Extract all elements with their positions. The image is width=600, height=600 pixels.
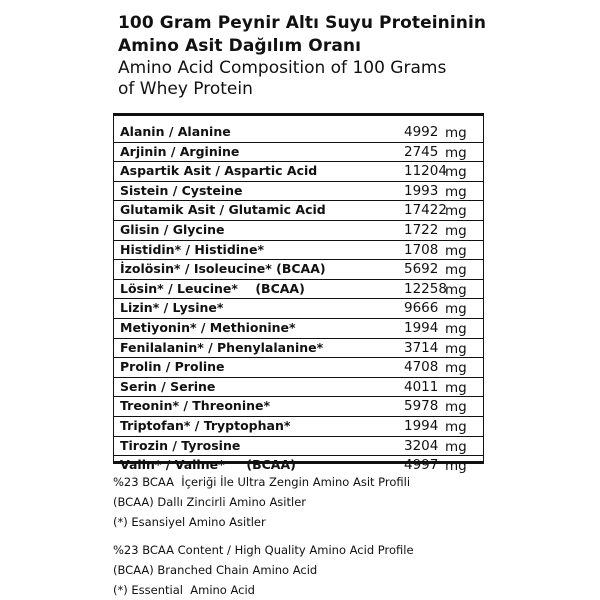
amino-acid-unit: mg bbox=[445, 281, 467, 298]
amino-acid-value: 4708 bbox=[404, 359, 439, 376]
amino-acid-name: Arjinin / Arginine bbox=[120, 143, 240, 159]
amino-acid-value: 12258 bbox=[404, 280, 447, 297]
title-turkish-line-1: 100 Gram Peynir Altı Suyu Proteininin bbox=[118, 13, 487, 33]
amino-acid-unit: mg bbox=[445, 183, 467, 200]
amino-acid-name: Aspartik Asit / Aspartic Acid bbox=[120, 163, 318, 179]
table-row bbox=[114, 358, 483, 378]
amino-acid-name: Triptofan* / Tryptophan* bbox=[120, 417, 291, 433]
table-row bbox=[114, 280, 483, 300]
amino-acid-unit: mg bbox=[445, 203, 467, 220]
table-row bbox=[114, 319, 483, 339]
amino-acid-table bbox=[113, 113, 484, 475]
table-row bbox=[114, 339, 483, 359]
note-english-bcaa-definition: (BCAA) Branched Chain Amino Acid bbox=[113, 563, 318, 577]
amino-acid-unit: mg bbox=[445, 222, 467, 239]
amino-acid-name: İzolösin* / Isoleucine* (BCAA) bbox=[120, 261, 326, 277]
amino-acid-value: 1708 bbox=[404, 241, 439, 258]
amino-acid-unit: mg bbox=[445, 379, 467, 396]
amino-acid-name: Tirozin / Tyrosine bbox=[120, 437, 241, 453]
table-row bbox=[114, 397, 483, 417]
amino-acid-name: Histidin* / Histidine* bbox=[120, 241, 264, 257]
table-row bbox=[114, 260, 483, 280]
amino-acid-value: 17422 bbox=[404, 202, 447, 219]
amino-acid-value: 1722 bbox=[404, 221, 439, 238]
amino-acid-unit: mg bbox=[445, 399, 467, 416]
amino-acid-name: Prolin / Proline bbox=[120, 359, 225, 375]
table-row bbox=[114, 182, 483, 202]
amino-acid-unit: mg bbox=[445, 458, 467, 475]
amino-acid-value: 5978 bbox=[404, 398, 439, 415]
table-row bbox=[114, 299, 483, 319]
note-turkish-essential: (*) Esansiyel Amino Asitler bbox=[113, 515, 266, 529]
amino-acid-unit: mg bbox=[445, 262, 467, 279]
amino-acid-value: 2745 bbox=[404, 143, 439, 160]
table-row bbox=[114, 123, 483, 143]
note-english-essential: (*) Essential Amino Acid bbox=[113, 583, 255, 597]
amino-acid-unit: mg bbox=[445, 164, 467, 181]
table-row bbox=[114, 437, 483, 457]
amino-acid-value: 3714 bbox=[404, 339, 439, 356]
notes-spacer bbox=[113, 532, 553, 540]
table-row bbox=[114, 221, 483, 241]
amino-acid-value: 4992 bbox=[404, 124, 439, 140]
amino-acid-value: 1993 bbox=[404, 182, 439, 199]
table-row bbox=[114, 143, 483, 163]
footnotes bbox=[113, 472, 553, 600]
amino-acid-name: Lizin* / Lysine* bbox=[120, 300, 224, 316]
table-row bbox=[114, 241, 483, 261]
amino-acid-value: 1994 bbox=[404, 319, 439, 336]
note-turkish-bcaa-content: %23 BCAA İçeriği İle Ultra Zengin Amino Asit Profili bbox=[113, 475, 411, 489]
title-english-line-1: Amino Acid Composition of 100 Grams bbox=[118, 58, 447, 78]
title-turkish-line-2: Amino Asit Dağılım Oranı bbox=[118, 36, 362, 56]
amino-acid-name: Glisin / Glycine bbox=[120, 221, 225, 237]
amino-acid-unit: mg bbox=[445, 144, 467, 161]
amino-acid-value: 4997 bbox=[404, 457, 439, 474]
amino-acid-name: Lösin* / Leucine* (BCAA) bbox=[120, 280, 305, 296]
amino-acid-value: 3204 bbox=[404, 437, 439, 454]
amino-acid-name: Fenilalanin* / Phenylalanine* bbox=[120, 339, 324, 355]
table-row bbox=[114, 417, 483, 437]
amino-acid-name: Serin / Serine bbox=[120, 378, 216, 394]
amino-acid-name: Alanin / Alanine bbox=[120, 124, 231, 139]
amino-acid-unit: mg bbox=[445, 418, 467, 435]
note-turkish-bcaa-definition: (BCAA) Dallı Zincirli Amino Asitler bbox=[113, 495, 307, 509]
title-block bbox=[118, 12, 538, 100]
amino-acid-unit: mg bbox=[445, 242, 467, 259]
amino-acid-value: 4011 bbox=[404, 378, 439, 395]
amino-acid-name: Metiyonin* / Methionine* bbox=[120, 319, 296, 335]
amino-acid-value: 11204 bbox=[404, 163, 447, 180]
amino-acid-value: 1994 bbox=[404, 417, 439, 434]
title-english-line-2: of Whey Protein bbox=[118, 79, 253, 99]
amino-acid-unit: mg bbox=[445, 340, 467, 357]
amino-acid-name: Glutamik Asit / Glutamic Acid bbox=[120, 202, 326, 218]
table-row bbox=[114, 201, 483, 221]
amino-acid-unit: mg bbox=[445, 360, 467, 377]
amino-acid-value: 5692 bbox=[404, 261, 439, 278]
amino-acid-name: Valin* / Valine* (BCAA) bbox=[120, 457, 296, 473]
amino-acid-unit: mg bbox=[445, 438, 467, 455]
amino-acid-name: Treonin* / Threonine* bbox=[120, 398, 271, 414]
amino-acid-name: Sistein / Cysteine bbox=[120, 182, 243, 198]
table-row bbox=[114, 162, 483, 182]
note-english-bcaa-content: %23 BCAA Content / High Quality Amino Acid Profile bbox=[113, 543, 414, 557]
table-row bbox=[114, 378, 483, 398]
amino-acid-unit: mg bbox=[445, 125, 467, 141]
amino-acid-value: 9666 bbox=[404, 300, 439, 317]
amino-acid-unit: mg bbox=[445, 301, 467, 318]
amino-acid-unit: mg bbox=[445, 320, 467, 337]
